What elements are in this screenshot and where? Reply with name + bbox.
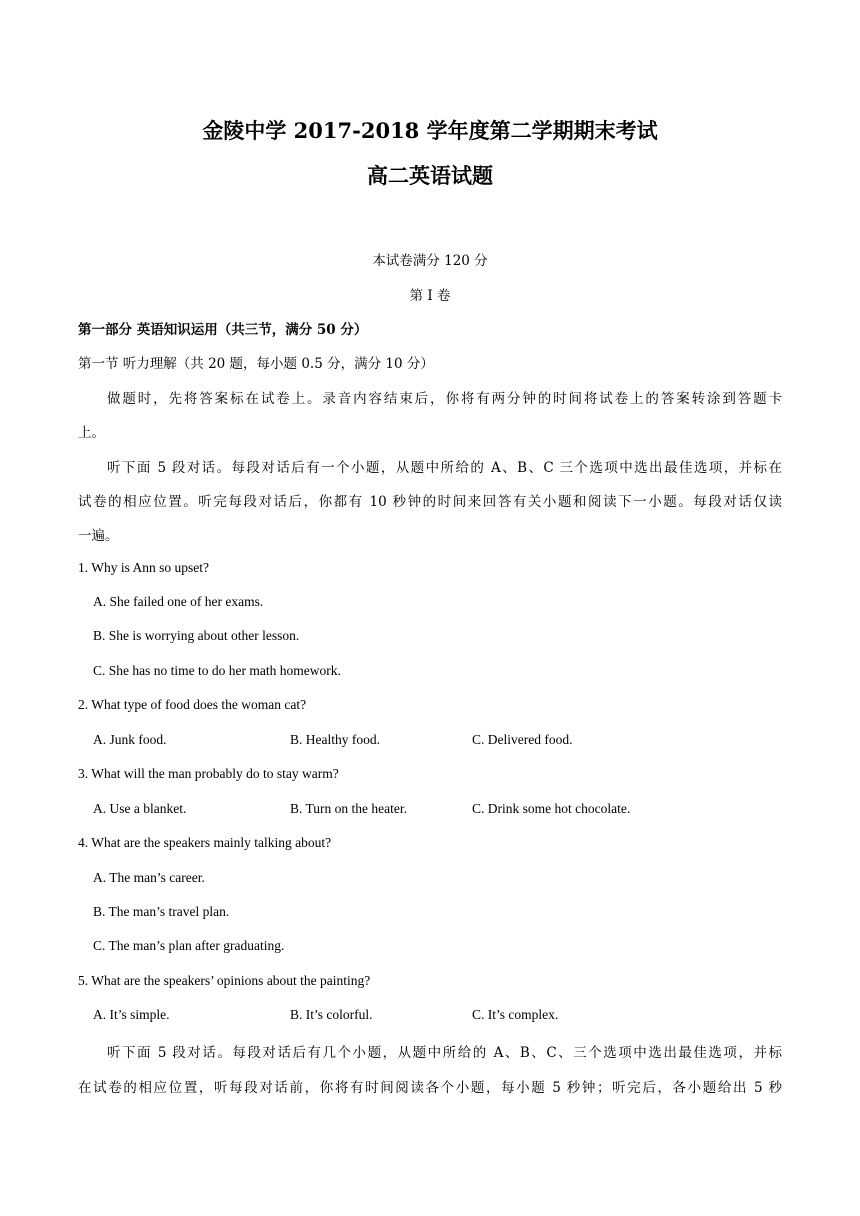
option-a: A. It’s simple. — [93, 1007, 170, 1022]
option-a: A. Junk food. — [93, 732, 167, 747]
instruction-paragraph-3-cont: 在试卷的相应位置，听每段对话前，你将有时间阅读各个小题，每小题 5 秒钟；听完后，各小题给出 5 秒 — [78, 1080, 782, 1096]
exam-subtitle: 高二英语试题 — [367, 163, 493, 188]
option-a: A. The man’s career. — [93, 870, 205, 885]
instruction-paragraph-1-cont: 上。 — [78, 425, 105, 441]
option-c: C. The man’s plan after graduating. — [93, 938, 285, 953]
option-b: B. Turn on the heater. — [290, 801, 407, 816]
question-stem: 1. Why is Ann so upset? — [78, 560, 209, 575]
question-stem: 3. What will the man probably do to stay warm? — [78, 766, 339, 781]
instruction-paragraph-2: 听下面 5 段对话。每段对话后有一个小题，从题中所给的 A、B、C 三个选项中选出最佳选项，并标在 — [107, 460, 782, 476]
part-heading: 第一部分 英语知识运用（共三节，满分 50 分） — [78, 322, 368, 338]
question-stem: 5. What are the speakers’ opinions about the painting? — [78, 973, 371, 988]
option-b: B. She is worrying about other lesson. — [93, 628, 300, 643]
option-a: A. She failed one of her exams. — [93, 594, 264, 609]
exam-title: 金陵中学 2017-2018 学年度第二学期期末考试 — [202, 118, 658, 143]
volume-label: 第 I 卷 — [409, 288, 451, 304]
option-c: C. It’s complex. — [472, 1007, 559, 1022]
section-heading: 第一节 听力理解（共 20 题，每小题 0.5 分，满分 10 分） — [78, 356, 434, 372]
option-b: B. Healthy food. — [290, 732, 380, 747]
instruction-paragraph-2-end: 一遍。 — [78, 528, 119, 544]
question-stem: 2. What type of food does the woman cat? — [78, 697, 307, 712]
question-stem: 4. What are the speakers mainly talking about? — [78, 835, 332, 850]
option-c: C. Drink some hot chocolate. — [472, 801, 631, 816]
instruction-paragraph-2-cont: 试卷的相应位置。听完每段对话后，你都有 10 秒钟的时间来回答有关小题和阅读下一小题。每段对话仅读 — [78, 494, 782, 510]
instruction-paragraph-1: 做题时，先将答案标在试卷上。录音内容结束后，你将有两分钟的时间将试卷上的答案转涂到答题卡 — [107, 391, 782, 407]
option-c: C. She has no time to do her math homework. — [93, 663, 341, 678]
full-score-note: 本试卷满分 120 分 — [372, 253, 488, 269]
option-a: A. Use a blanket. — [93, 801, 187, 816]
option-c: C. Delivered food. — [472, 732, 573, 747]
option-b: B. It’s colorful. — [290, 1007, 373, 1022]
instruction-paragraph-3: 听下面 5 段对话。每段对话后有几个小题，从题中所给的 A、B、C、三个选项中选出最佳选项，并标 — [107, 1045, 782, 1061]
option-b: B. The man’s travel plan. — [93, 904, 230, 919]
